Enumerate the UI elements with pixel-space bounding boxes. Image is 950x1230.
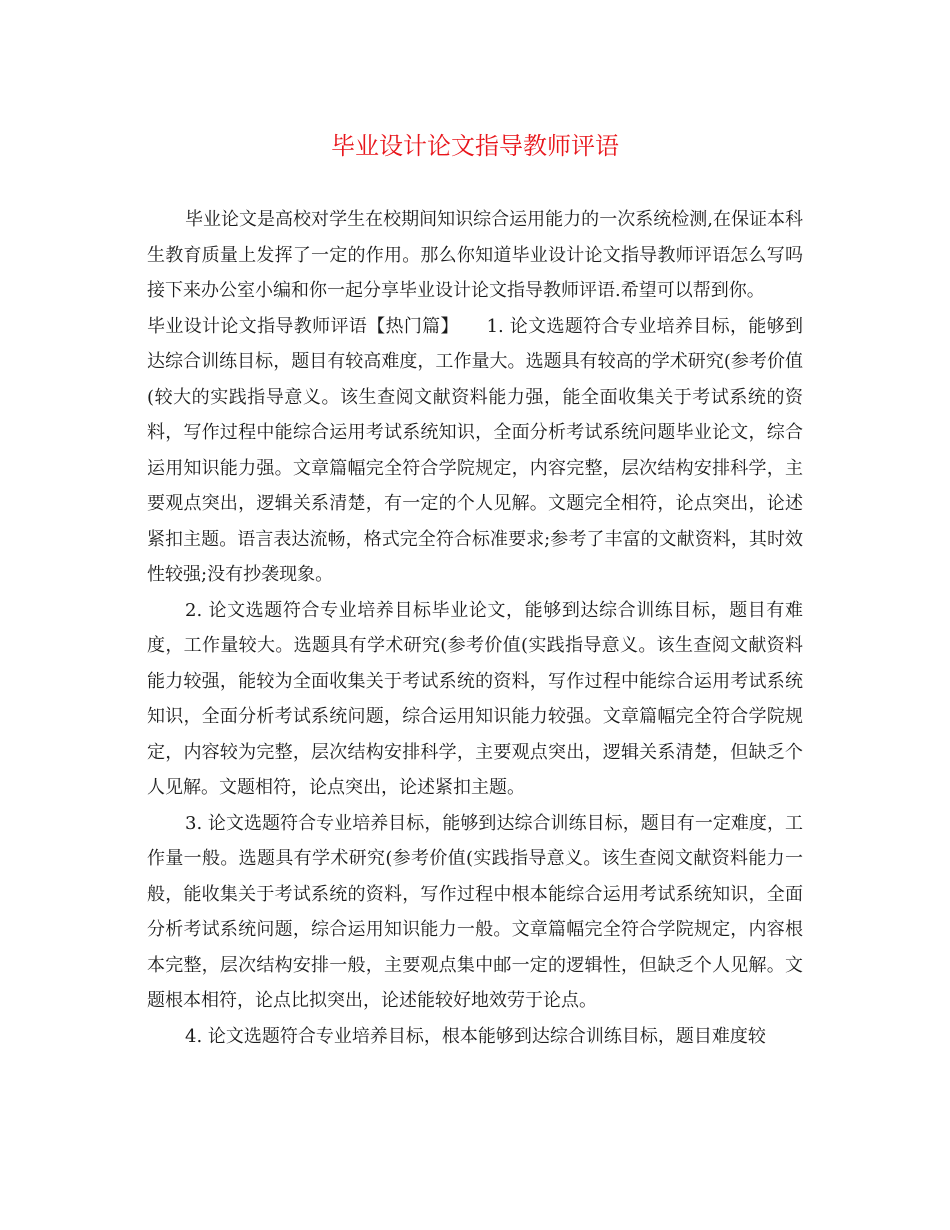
document-title: 毕业设计论文指导教师评语 [331, 132, 619, 160]
comment-paragraph-2: 2. 论文选题符合专业培养目标毕业论文，能够到达综合训练目标，题目有难度，工作量较大。选题具有学术研究(参考价值(实践指导意义。该生查阅文献资料能力较强，能较为全面收集关于考试系统的资料，写作过程中能综合运用考试系统知识，全面分析考试系统问题，综合运用知识能力较强。文章篇幅完全符合学院规定，内容较为完整，层次结构安排科学，主要观点突出，逻辑关系清楚，但缺乏个人见解。文题相符，论点突出，论述紧扣主题。 [147, 599, 803, 798]
intro-paragraph: 毕业论文是高校对学生在校期间知识综合运用能力的一次系统检测,在保证本科生教育质量上发挥了一定的作用。那么你知道毕业设计论文指导教师评语怎么写吗接下来办公室小编和你一起分享毕业设计论文指导教师评语.希望可以帮到你。 [147, 209, 803, 301]
comment-paragraph-4: 4. 论文选题符合专业培养目标，根本能够到达综合训练目标，题目难度较 [185, 1025, 766, 1047]
comment-paragraph-3: 3. 论文选题符合专业培养目标，能够到达综合训练目标，题目有一定难度，工作量一般。选题具有学术研究(参考价值(实践指导意义。该生查阅文献资料能力一般，能收集关于考试系统的资料，写作过程中根本能综合运用考试系统知识，全面分析考试系统问题，综合运用知识能力一般。文章篇幅完全符合学院规定，内容根本完整，层次结构安排一般，主要观点集中邮一定的逻辑性，但缺乏个人见解。文题根本相符，论点比拟突出，论述能较好地效劳于论点。 [147, 812, 803, 1011]
comment-paragraph-1: 毕业设计论文指导教师评语【热门篇】 1. 论文选题符合专业培养目标，能够到达综合训练目标，题目有较高难度，工作量大。选题具有较高的学术研究(参考价值(较大的实践指导意义。该生查阅文献资料能力强，能全面收集关于考试系统的资料，写作过程中能综合运用考试系统知识，全面分析考试系统问题毕业论文，综合运用知识能力强。文章篇幅完全符合学院规定，内容完整，层次结构安排科学，主要观点突出，逻辑关系清楚，有一定的个人见解。文题完全相符，论点突出，论述紧扣主题。语言表达流畅，格式完全符合标准要求;参考了丰富的文献资料，其时效性较强;没有抄袭现象。 [147, 315, 803, 585]
document-body [147, 202, 803, 1054]
